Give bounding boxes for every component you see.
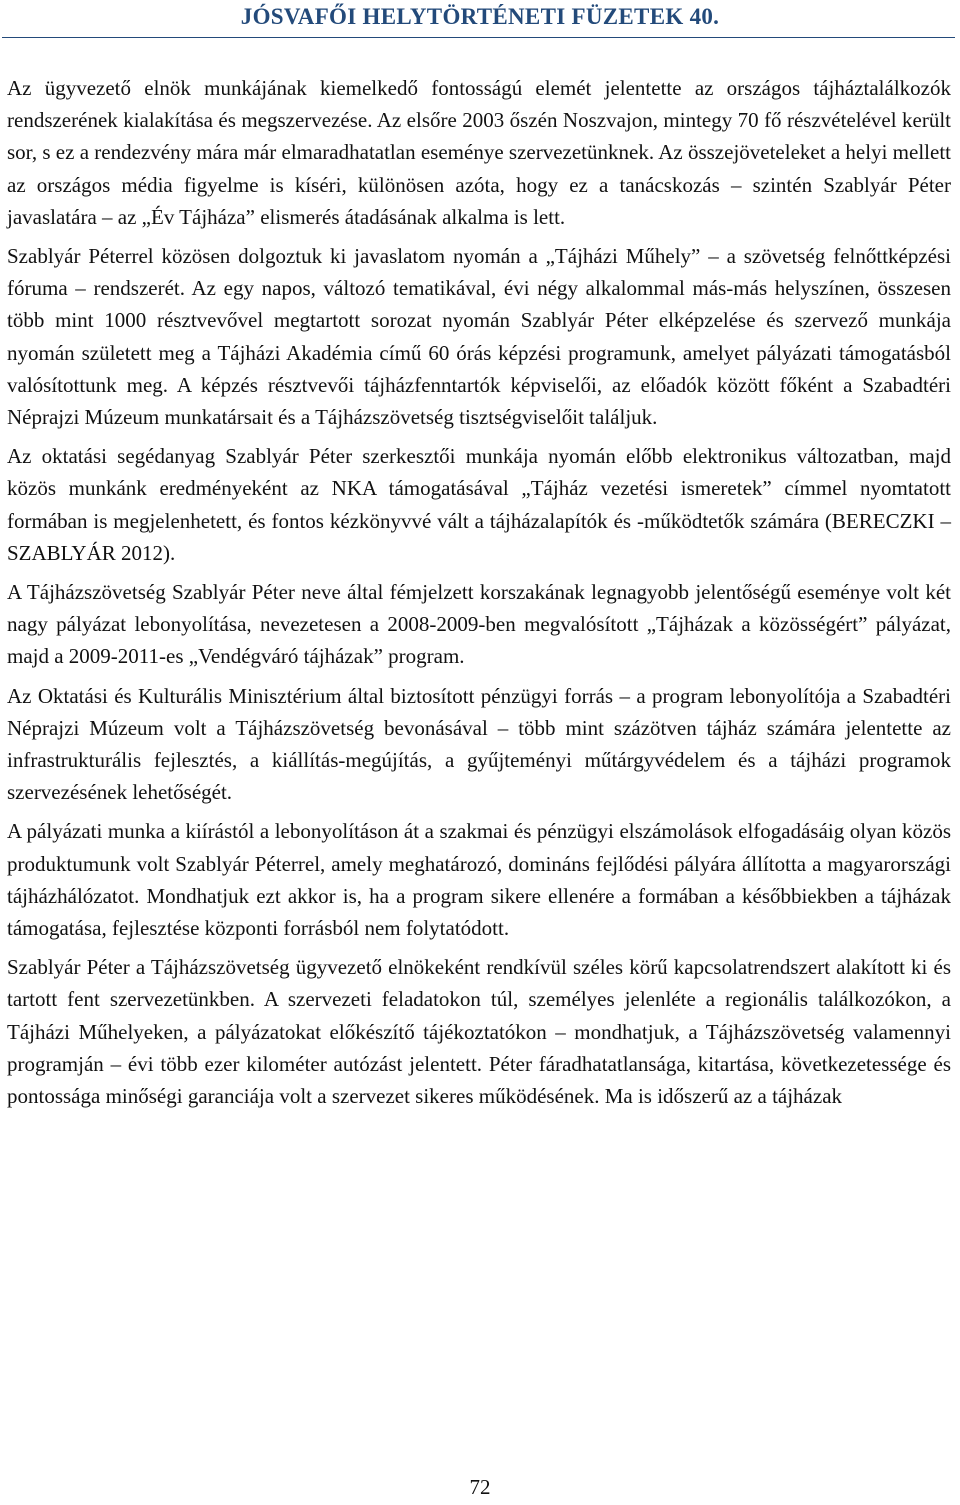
header-divider [2,37,955,38]
journal-title: JÓSVAFŐI HELYTÖRTÉNETI FÜZETEK 40. [240,4,720,29]
paragraph: A pályázati munka a kiírástól a lebonyolításon át a szakmai és pénzügyi elszámolások elfogadásáig olyan közös produktumunk volt Szablyár Péterrel, amely meghatározó, domináns fejlődési pályára állította a magyarországi tájházhálózatot. Mondhatjuk ezt akkor is, ha a program sikere ellenére a formában a későbbiekben a tájházak támogatása, fejlesztése központi forrásból nem folytatódott. [7,819,951,941]
paragraph: Az oktatási segédanyag Szablyár Péter szerkesztői munkája nyomán előbb elektronikus változatban, majd közös munkánk eredményeként az NKA támogatásával „Tájház vezetési ismeretek” címmel nyomtatott formában is megjelenhetett, és fontos kézkönyvvé vált a tájházalapítók és -működtetők számára (BERECZKI – SZABLYÁR 2012). [7,444,951,565]
paragraph: Az ügyvezető elnök munkájának kiemelkedő fontosságú elemét jelentette az országos tájháztalálkozók rendszerének kialakítása és megszervezése. Az elsőre 2003 őszén Noszvajon, mintegy 70 fő részvételével került sor, s ez a rendezvény mára már elmaradhatatlan eseménye szervezetünknek. Az összejöveteleket a helyi mellett az országos média figyelme is kíséri, különösen azóta, hogy ez a tanácskozás – szintén Szablyár Péter javaslatára – az „Év Tájháza” elismerés átadásának alkalma is lett. [7,76,951,229]
paragraph: Az Oktatási és Kulturális Minisztérium által biztosított pénzügyi forrás – a program lebonyolítója a Szabadtéri Néprajzi Múzeum volt a Tájházszövetség bevonásával – több mint százötven tájház számára jelentette az infrastrukturális fejlesztés, a kiállítás-megújítás, a gyűjteményi műtárgyvédelem és a tájházi programok szervezésének lehetőségét. [7,683,951,805]
paragraph: A Tájházszövetség Szablyár Péter neve által fémjelzett korszakának legnagyobb jelentőségű eseménye volt két nagy pályázat lebonyolítása, nevezetesen a 2008-2009-ben megvalósított „Tájházak a közösségért” pályázat, majd a 2009-2011-es „Vendégváró tájházak” program. [7,580,951,669]
paragraph: Szablyár Péterrel közösen dolgoztuk ki javaslatom nyomán a „Tájházi Műhely” – a szövetség felnőttképzési fóruma – rendszerét. Az egy napos, változó tematikával, évi négy alkalommal más-más helyszínen, összesen több mint 1000 résztvevővel megtartott sorozat nyomán Szablyár Péter elképzelése és szervező munkája nyomán született meg a Tájházi Akadémia című 60 órás képzési programunk, amelyet pályázati támogatásból valósítottunk meg. A képzés résztvevői tájházfenntartók képviselői, az előadók között főként a Szabadtéri Néprajzi Múzeum munkatársait és a Tájházszövetség tisztségviselőit találjuk. [7,244,951,430]
article-body [7,72,951,1112]
running-header [0,4,960,30]
paragraph: Szablyár Péter a Tájházszövetség ügyvezető elnökeként rendkívül széles körű kapcsolatrendszert alakított ki és tartott fent szervezetünkben. A szervezeti feladatokon túl, személyes jelenléte a regionális találkozókon, a Tájházi Műhelyeken, a pályázatokat előkészítő tájékoztatókon – mondhatjuk, a Tájházszövetség valamennyi programján – évi több ezer kilométer autózást jelentett. Péter fáradhatatlansága, kitartása, következetessége és pontossága minőségi garanciája volt a szervezet sikeres működésének. Ma is időszerű az a tájházak [7,955,951,1109]
page-number: 72 [469,1475,491,1499]
